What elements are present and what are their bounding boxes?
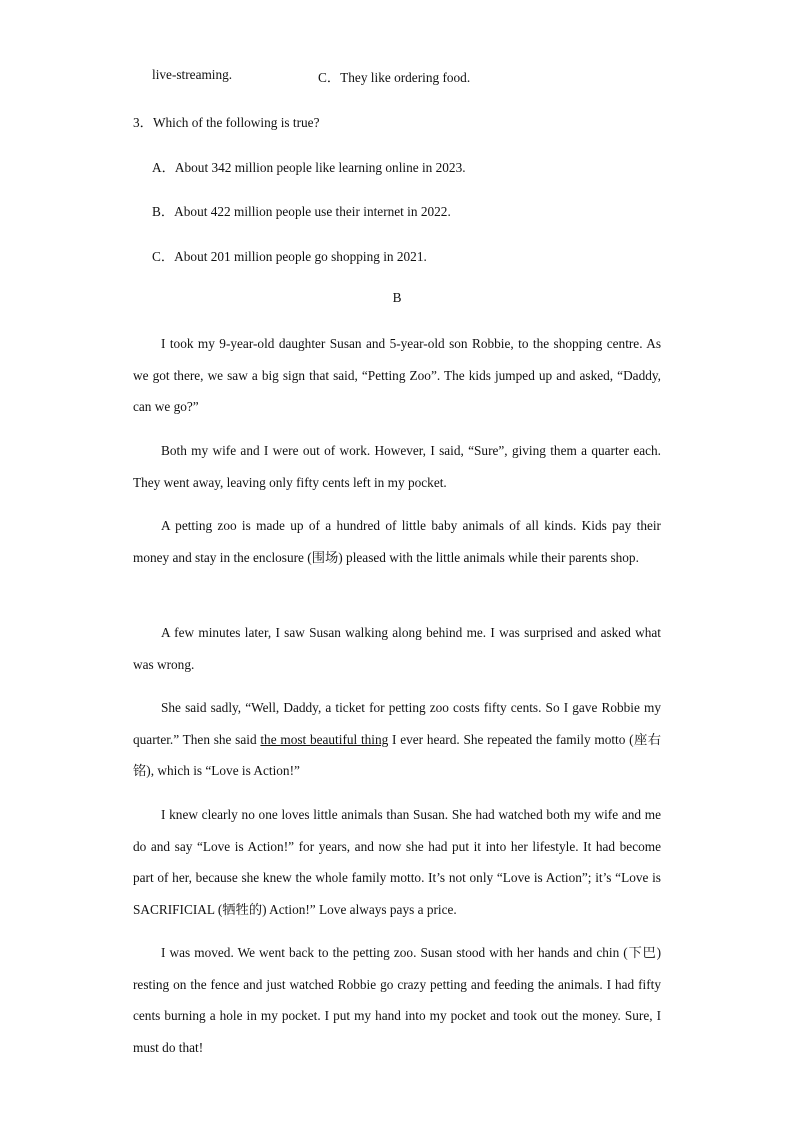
passage-paragraph-1: I took my 9-year-old daughter Susan and 5-year-old son Robbie, to the shopping centre. As we got there, we saw a big sign that said, “Petting Zoo”. The kids jumped up and asked, “Daddy, can we go?” [133, 336, 661, 414]
passage-paragraph-5 [133, 692, 661, 787]
passage-paragraph-3: A petting zoo is made up of a hundred of little baby animals of all kinds. Kids pay their money and stay in the enclosure (围场) pleased with the little animals while their parents shop. [133, 518, 661, 565]
section-label: B [392, 290, 402, 305]
question-3-option-b: B．About 422 million people use their internet in 2022. [152, 204, 451, 219]
paragraph-5-text-after: I ever heard. She repeated the family motto (座右铭), which is “Love is Action!” [133, 731, 661, 778]
question-3-option-a: A．About 342 million people like learning online in 2023. [152, 160, 466, 175]
passage-paragraph-6: I knew clearly no one loves little animals than Susan. She had watched both my wife and me do and say “Love is Action!” for years, and now she had put it into her lifestyle. It had become part of her, because she knew the whole family motto. It’s not only “Love is Action”; it’s “Love is SACRIFICIAL (牺牲的) Action!” Love always pays a price. [133, 807, 661, 917]
underlined-phrase: the most beautiful thing [260, 731, 389, 747]
question-3-option-c: C．About 201 million people go shopping in 2021. [152, 249, 427, 264]
passage-paragraph-2: Both my wife and I were out of work. However, I said, “Sure”, giving them a quarter each. They went away, leaving only fifty cents left in my pocket. [133, 443, 661, 490]
question-3-stem: 3．Which of the following is true? [133, 115, 320, 130]
previous-option-tail: live-streaming. [152, 67, 233, 82]
passage-paragraph-7: I was moved. We went back to the petting zoo. Susan stood with her hands and chin (下巴) resting on the fence and just watched Robbie go crazy petting and feeding the animals. I had fifty cents burning a hole in my pocket. I put my hand into my pocket and took out the money. Sure, I must do that! [133, 945, 661, 1055]
passage-paragraph-4: A few minutes later, I saw Susan walking along behind me. I was surprised and asked what was wrong. [133, 625, 661, 672]
paragraph-5-text-before: She said sadly, “Well, Daddy, a ticket for petting zoo costs fifty cents. So I gave Robbie my quarter.” Then she said [133, 700, 661, 747]
previous-option-c: C．They like ordering food. [318, 70, 471, 85]
